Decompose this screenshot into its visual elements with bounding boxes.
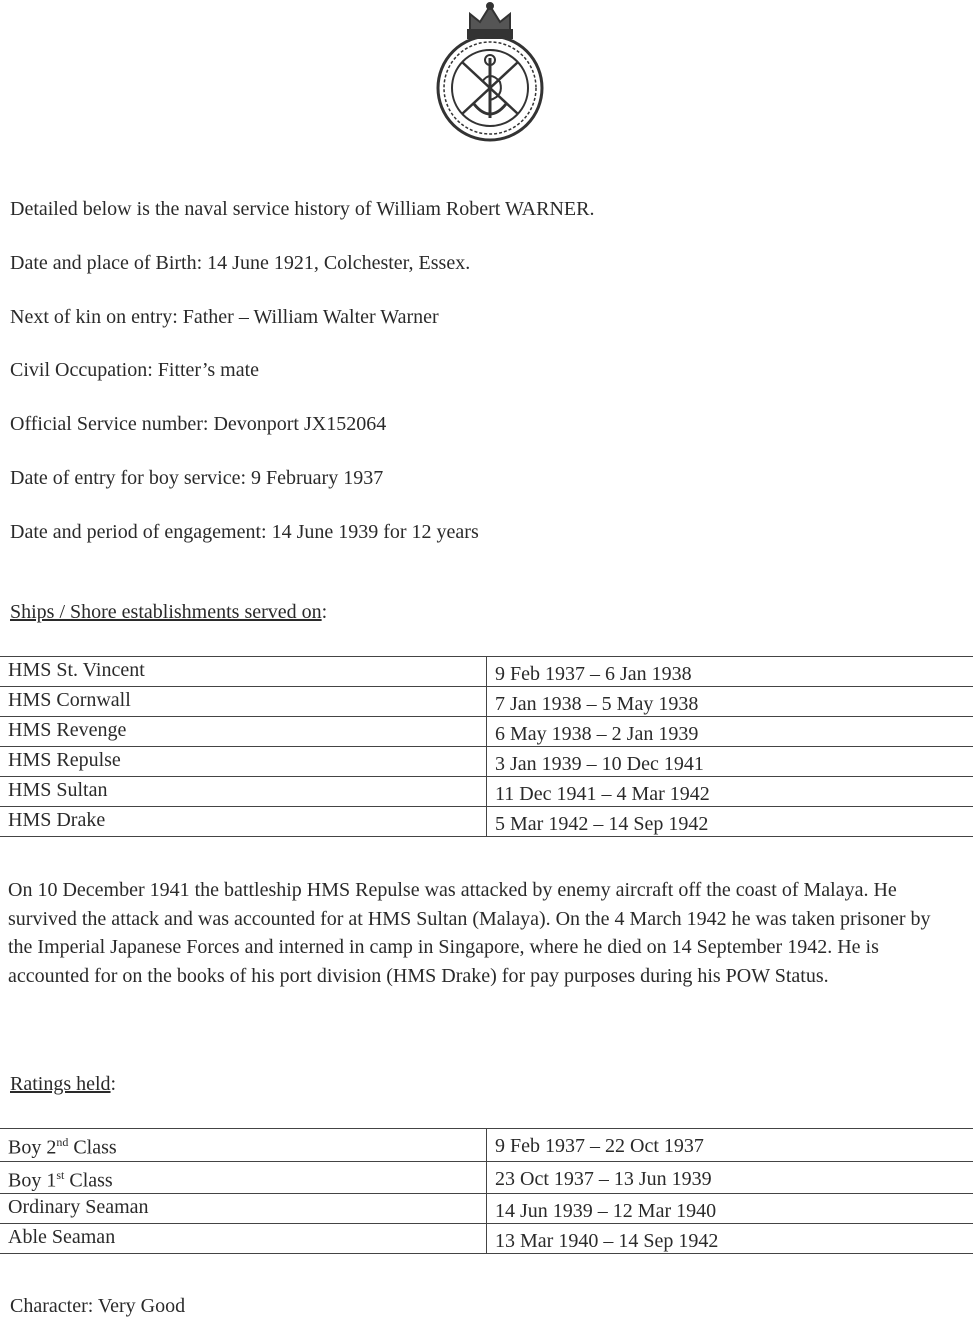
ratings-heading xyxy=(10,1073,116,1096)
ship-period: 5 Mar 1942 – 14 Sep 1942 xyxy=(487,807,974,837)
rating-text: Able Seaman xyxy=(8,1226,116,1249)
table-row xyxy=(0,1224,973,1254)
ships-heading-colon: : xyxy=(321,601,328,623)
next-of-kin-label: Next of kin on entry: xyxy=(10,306,178,328)
rating-ordinal: nd xyxy=(56,1135,69,1149)
ratings-heading-colon: : xyxy=(110,1073,117,1095)
rating-ordinal: st xyxy=(56,1167,65,1182)
table-row xyxy=(0,1161,973,1194)
occupation-label: Civil Occupation: xyxy=(10,359,153,381)
detail-row xyxy=(10,413,386,436)
table-row xyxy=(0,777,973,807)
character-label: Character: xyxy=(10,1295,94,1317)
intro-text: Detailed below is the naval service history of William Robert WARNER. xyxy=(10,198,595,220)
ships-heading xyxy=(10,601,327,624)
rating-name xyxy=(0,1194,487,1224)
rating-name xyxy=(0,1224,487,1254)
rating-period: 9 Feb 1937 – 22 Oct 1937 xyxy=(487,1129,974,1162)
table-row xyxy=(0,747,973,777)
ship-name: HMS Drake xyxy=(0,807,487,837)
table-row xyxy=(0,807,973,837)
rating-period: 14 Jun 1939 – 12 Mar 1940 xyxy=(487,1194,974,1224)
engagement-value: 14 June 1939 for 12 years xyxy=(271,521,479,543)
entry-date-value: 9 February 1937 xyxy=(251,467,384,489)
crest-emblem-icon xyxy=(434,0,546,145)
engagement-label: Date and period of engagement: xyxy=(10,521,267,543)
ship-name: HMS Sultan xyxy=(0,777,487,807)
rating-text: Boy 2 xyxy=(8,1136,57,1159)
detail-row xyxy=(10,306,439,329)
service-number-value: Devonport JX152064 xyxy=(213,413,387,435)
detail-row xyxy=(10,359,259,382)
next-of-kin-value: Father – William Walter Warner xyxy=(182,306,439,328)
ship-name: HMS Revenge xyxy=(0,717,487,747)
ships-table xyxy=(0,656,973,837)
character-value: Very Good xyxy=(97,1295,186,1317)
rating-name xyxy=(0,1129,487,1162)
ship-name: HMS Repulse xyxy=(0,747,487,777)
detail-row xyxy=(10,252,470,275)
ship-period: 6 May 1938 – 2 Jan 1939 xyxy=(487,717,974,747)
rating-period: 13 Mar 1940 – 14 Sep 1942 xyxy=(487,1224,974,1254)
rating-text: Boy 1 xyxy=(8,1169,57,1192)
rating-period: 23 Oct 1937 – 13 Jun 1939 xyxy=(487,1161,974,1194)
rating-text: Class xyxy=(68,1136,117,1159)
occupation-value: Fitter’s mate xyxy=(157,359,260,381)
ship-period: 3 Jan 1939 – 10 Dec 1941 xyxy=(487,747,974,777)
birth-label: Date and place of Birth: xyxy=(10,252,203,274)
ship-name: HMS Cornwall xyxy=(0,687,487,717)
table-row xyxy=(0,687,973,717)
ratings-table xyxy=(0,1128,973,1254)
ship-period: 11 Dec 1941 – 4 Mar 1942 xyxy=(487,777,974,807)
ship-period: 7 Jan 1938 – 5 May 1938 xyxy=(487,687,974,717)
rating-name xyxy=(0,1161,487,1194)
ship-name: HMS St. Vincent xyxy=(0,657,487,687)
rating-text: Ordinary Seaman xyxy=(8,1196,149,1219)
entry-date-label: Date of entry for boy service: xyxy=(10,467,247,489)
detail-row xyxy=(10,467,383,490)
rating-text: Class xyxy=(64,1169,113,1192)
ships-heading-text: Ships / Shore establishments served on xyxy=(10,601,322,623)
ratings-heading-text: Ratings held xyxy=(10,1073,111,1095)
table-row xyxy=(0,1194,973,1224)
table-row xyxy=(0,717,973,747)
birth-value: 14 June 1921, Colchester, Essex. xyxy=(207,252,471,274)
narrative-paragraph: On 10 December 1941 the battleship HMS Repulse was attacked by enemy aircraft off the coast of Malaya. He survived the attack and was accounted for at HMS Sultan (Malaya). On the 4 March 1942 he was taken prisoner by the Imperial Japanese Forces and interned in camp in Singapore, where he died on 14 September 1942. He is accounted for on the books of his port division (HMS Drake) for pay purposes during his POW Status. xyxy=(8,879,931,987)
service-number-label: Official Service number: xyxy=(10,413,209,435)
table-row xyxy=(0,657,973,687)
table-row xyxy=(0,1129,973,1162)
ship-period: 9 Feb 1937 – 6 Jan 1938 xyxy=(487,657,974,687)
detail-row xyxy=(10,521,479,544)
